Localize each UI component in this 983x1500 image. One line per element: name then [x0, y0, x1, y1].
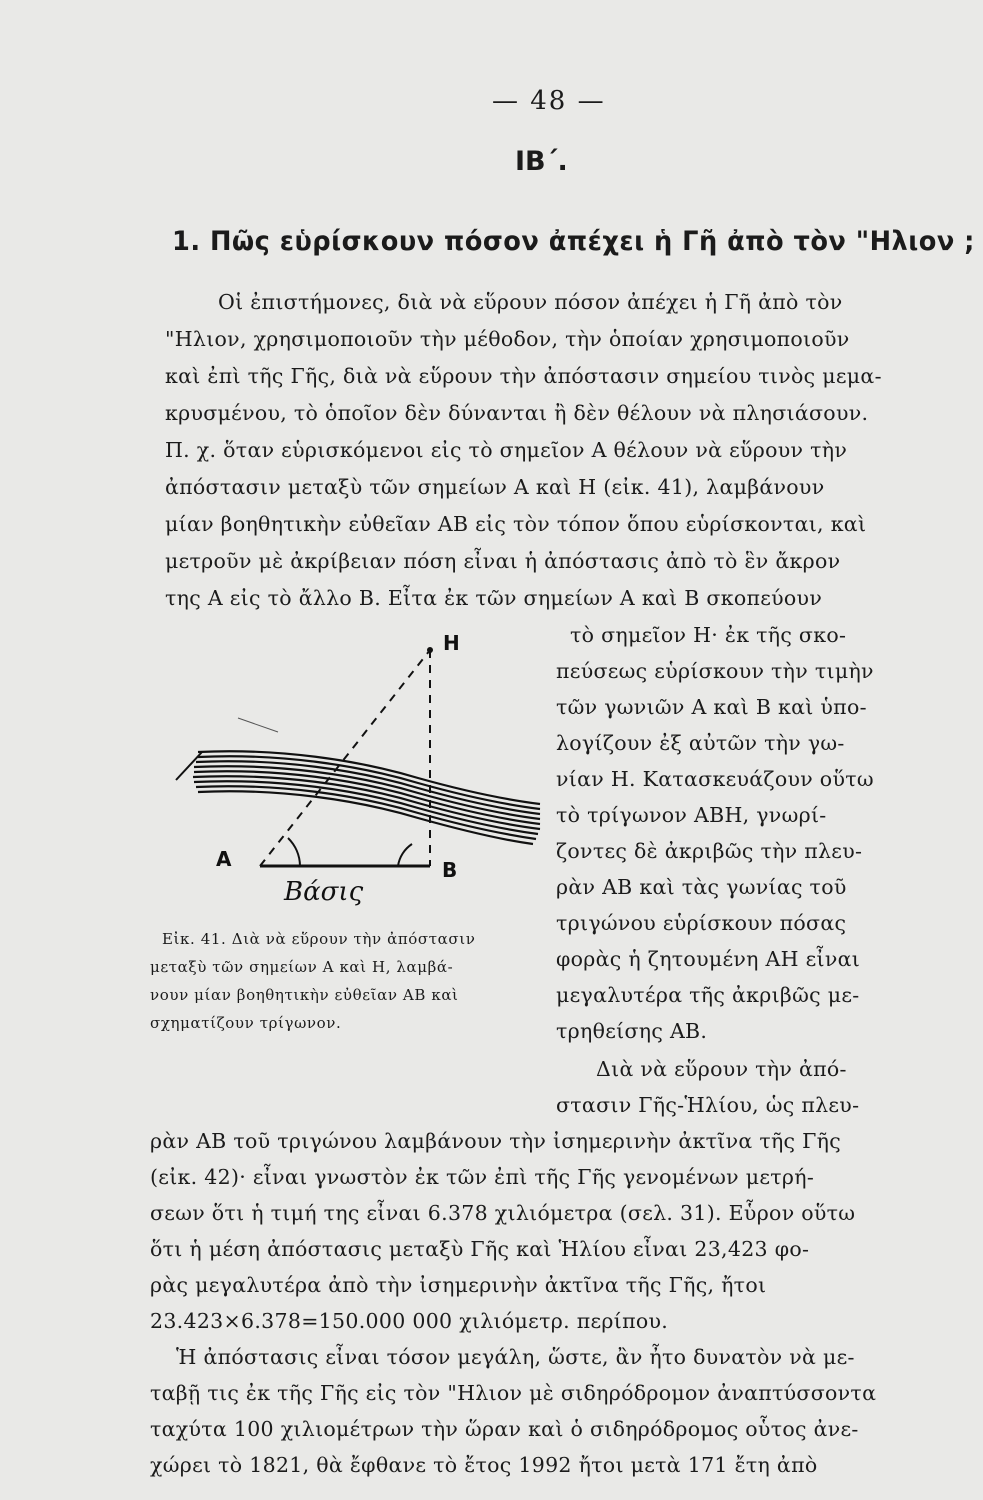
text-line: ταχύτα 100 χιλιομέτρων τὴν ὥραν καὶ ὁ σιδηρόδρομος οὗτος ἀνε- [150, 1417, 859, 1441]
label-B: Β [442, 858, 458, 882]
text-line: Διὰ νὰ εὕρουν τὴν ἀπό- [596, 1057, 847, 1081]
text-line: στασιν Γῆς-Ἡλίου, ὡς πλευ- [556, 1093, 860, 1117]
text-line: τῶν γωνιῶν Α καὶ Β καὶ ὑπο- [556, 695, 867, 719]
text-line: τὸ τρίγωνον ΑΒΗ, γνωρί- [556, 803, 827, 827]
text-line: φορὰς ἡ ζητουμένη ΑΗ εἶναι [556, 947, 861, 971]
text-line: πεύσεως εὑρίσκουν τὴν τιμὴν [556, 659, 874, 683]
label-H: Η [443, 631, 460, 655]
text-line: μεγαλυτέρα τῆς ἀκριβῶς με- [556, 983, 860, 1007]
text-line: (εἰκ. 42)· εἶναι γνωστὸν ἐκ τῶν ἐπὶ τῆς Γῆς γενομένων μετρή- [150, 1165, 815, 1189]
label-A: Α [216, 847, 232, 871]
text-line: μετροῦν μὲ ἀκρίβειαν πόση εἶναι ἡ ἀπόστασις ἀπὸ τὸ ἓν ἄκρον [165, 549, 841, 573]
text-line: τὸ σημεῖον Η· ἐκ τῆς σκο- [570, 623, 847, 647]
text-line: της Α εἰς τὸ ἄλλο Β. Εἶτα ἐκ τῶν σημείων Α καὶ Β σκοπεύουν [165, 586, 823, 610]
text-line: ἀπόστασιν μεταξὺ τῶν σημείων Α καὶ Η (εἰκ. 41), λαμβάνουν [165, 475, 825, 499]
figure-caption-line: νουν μίαν βοηθητικὴν εὐθεῖαν ΑΒ καὶ [150, 986, 459, 1004]
chapter-heading: ΙΒ΄. [515, 146, 568, 177]
text-line: Ἡ ἀπόστασις εἶναι τόσον μεγάλη, ὥστε, ἂν ἦτο δυνατὸν νὰ με- [176, 1345, 855, 1369]
basis-label: Βάσις [284, 877, 364, 907]
text-line: ὅτι ἡ μέση ἀπόστασις μεταξὺ Γῆς καὶ Ἡλίου εἶναι 23,423 φο- [150, 1237, 810, 1261]
figure-caption-line: σχηματίζουν τρίγωνον. [150, 1014, 342, 1032]
figure-caption-line: μεταξὺ τῶν σημείων Α καὶ Η, λαμβά- [150, 958, 454, 976]
text-line: κρυσμένου, τὸ ὁποῖον δὲν δύνανται ἢ δὲν θέλουν νὰ πλησιάσουν. [165, 401, 869, 425]
text-line: ρὰς μεγαλυτέρα ἀπὸ τὴν ἰσημερινὴν ἀκτῖνα τῆς Γῆς, ἤτοι [150, 1273, 767, 1297]
text-line: ζοντες δὲ ἀκριβῶς τὴν πλευ- [556, 839, 863, 863]
text-line: λογίζουν ἐξ αὐτῶν τὴν γω- [556, 731, 845, 755]
text-line: Π. χ. ὅταν εὑρισκόμενοι εἰς τὸ σημεῖον Α θέλουν νὰ εὕρουν τὴν [165, 438, 848, 462]
triangulation-figure [168, 620, 548, 910]
text-line: τριγώνου εὑρίσκουν πόσας [556, 911, 847, 935]
text-line: ρὰν ΑΒ καὶ τὰς γωνίας τοῦ [556, 875, 847, 899]
text-line: χώρει τὸ 1821, θὰ ἔφθανε τὸ ἔτος 1992 ἤτοι μετὰ 171 ἔτη ἀπὸ [150, 1453, 818, 1477]
text-line: ρὰν ΑΒ τοῦ τριγώνου λαμβάνουν τὴν ἰσημερινὴν ἀκτῖνα τῆς Γῆς [150, 1129, 842, 1153]
text-line: καὶ ἐπὶ τῆς Γῆς, διὰ νὰ εὕρουν τὴν ἀπόστασιν σημείου τινὸς μεμα- [165, 364, 882, 388]
text-line: μίαν βοηθητικὴν εὐθεῖαν ΑΒ εἰς τὸν τόπον ὅπου εὑρίσκονται, καὶ [165, 512, 867, 536]
text-line: Οἱ ἐπιστήμονες, διὰ νὰ εὕρουν πόσον ἀπέχει ἡ Γῆ ἀπὸ τὸν [218, 290, 843, 314]
section-title: 1. Πῶς εὑρίσκουν πόσον ἀπέχει ἡ Γῆ ἀπὸ τὸν "Ηλιον ; [172, 226, 975, 257]
text-line: τρηθείσης ΑΒ. [556, 1019, 708, 1043]
text-line: "Ηλιον, χρησιμοποιοῦν τὴν μέθοδον, τὴν ὁποίαν χρησιμοποιοῦν [165, 327, 850, 351]
text-line: νίαν Η. Κατασκευάζουν οὕτω [556, 767, 874, 791]
text-line: ταβῇ τις ἐκ τῆς Γῆς εἰς τὸν "Ηλιον μὲ σιδηρόδρομον ἀναπτύσσοντα [150, 1381, 877, 1405]
text-line: σεων ὅτι ἡ τιμή της εἶναι 6.378 χιλιόμετρα (σελ. 31). Εὗρον οὕτω [150, 1201, 856, 1225]
page-number: — 48 — [492, 86, 606, 116]
figure-caption-line: Εἰκ. 41. Διὰ νὰ εὕρουν τὴν ἀπόστασιν [162, 930, 476, 948]
text-line: 23.423×6.378=150.000 000 χιλιόμετρ. περίπου. [150, 1309, 669, 1333]
